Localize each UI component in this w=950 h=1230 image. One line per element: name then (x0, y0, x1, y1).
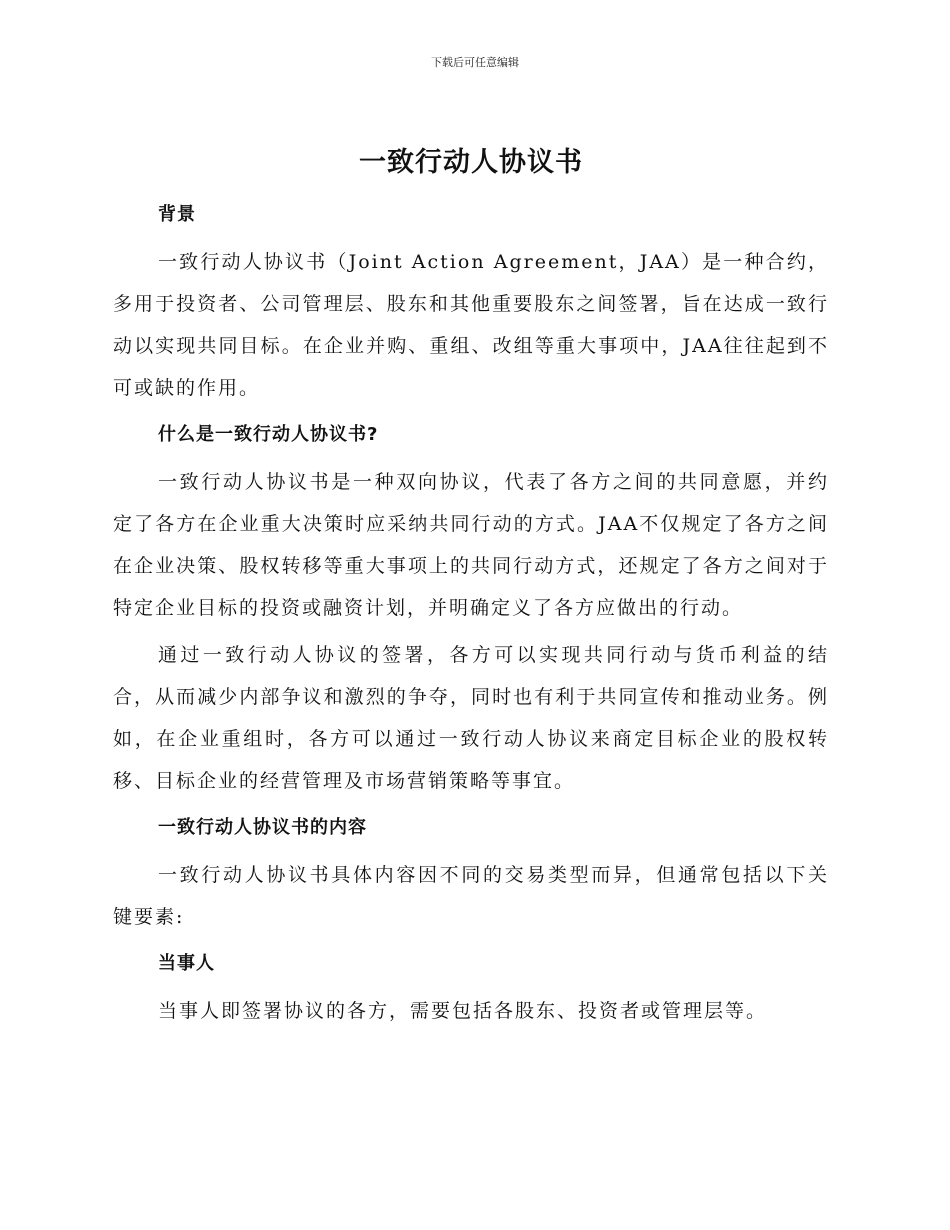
paragraph: 一致行动人协议书是一种双向协议，代表了各方之间的共同意愿，并约定了各方在企业重大决策时应采纳共同行动的方式。JAA不仅规定了各方之间在企业决策、股权转移等重大事项上的共同行动方式，还规定了各方之间对于特定企业目标的投资或融资计划，并明确定义了各方应做出的行动。 (113, 471, 829, 619)
section-what-is (113, 414, 829, 802)
section-heading: 一致行动人协议书的内容 (158, 817, 367, 838)
paragraph: 一致行动人协议书（Joint Action Agreement，JAA）是一种合约，多用于投资者、公司管理层、股东和其他重要股东之间签署，旨在达成一致行动以实现共同目标。在企业并购、重组、改组等重大事项中，JAA往往起到不可或缺的作用。 (113, 251, 829, 399)
section-background (113, 194, 829, 409)
paragraph: 通过一致行动人协议的签署，各方可以实现共同行动与货币利益的结合，从而减少内部争议和激烈的争夺，同时也有利于共同宣传和推动业务。例如，在企业重组时，各方可以通过一致行动人协议来商定目标企业的股权转移、目标企业的经营管理及市场营销策略等事宜。 (113, 644, 829, 792)
document-title: 一致行动人协议书 (359, 147, 583, 178)
document-body (113, 140, 829, 1037)
paragraph: 当事人即签署协议的各方，需要包括各股东、投资者或管理层等。 (158, 1000, 768, 1022)
section-heading: 什么是一致行动人协议书? (158, 424, 379, 445)
page-header-note: 下载后可任意编辑 (431, 56, 519, 69)
paragraph: 一致行动人协议书具体内容因不同的交易类型而异，但通常包括以下关键要素: (113, 864, 829, 928)
section-heading: 当事人 (158, 953, 215, 974)
section-contents (113, 807, 829, 938)
section-parties (113, 943, 829, 1032)
section-heading: 背景 (158, 204, 196, 225)
